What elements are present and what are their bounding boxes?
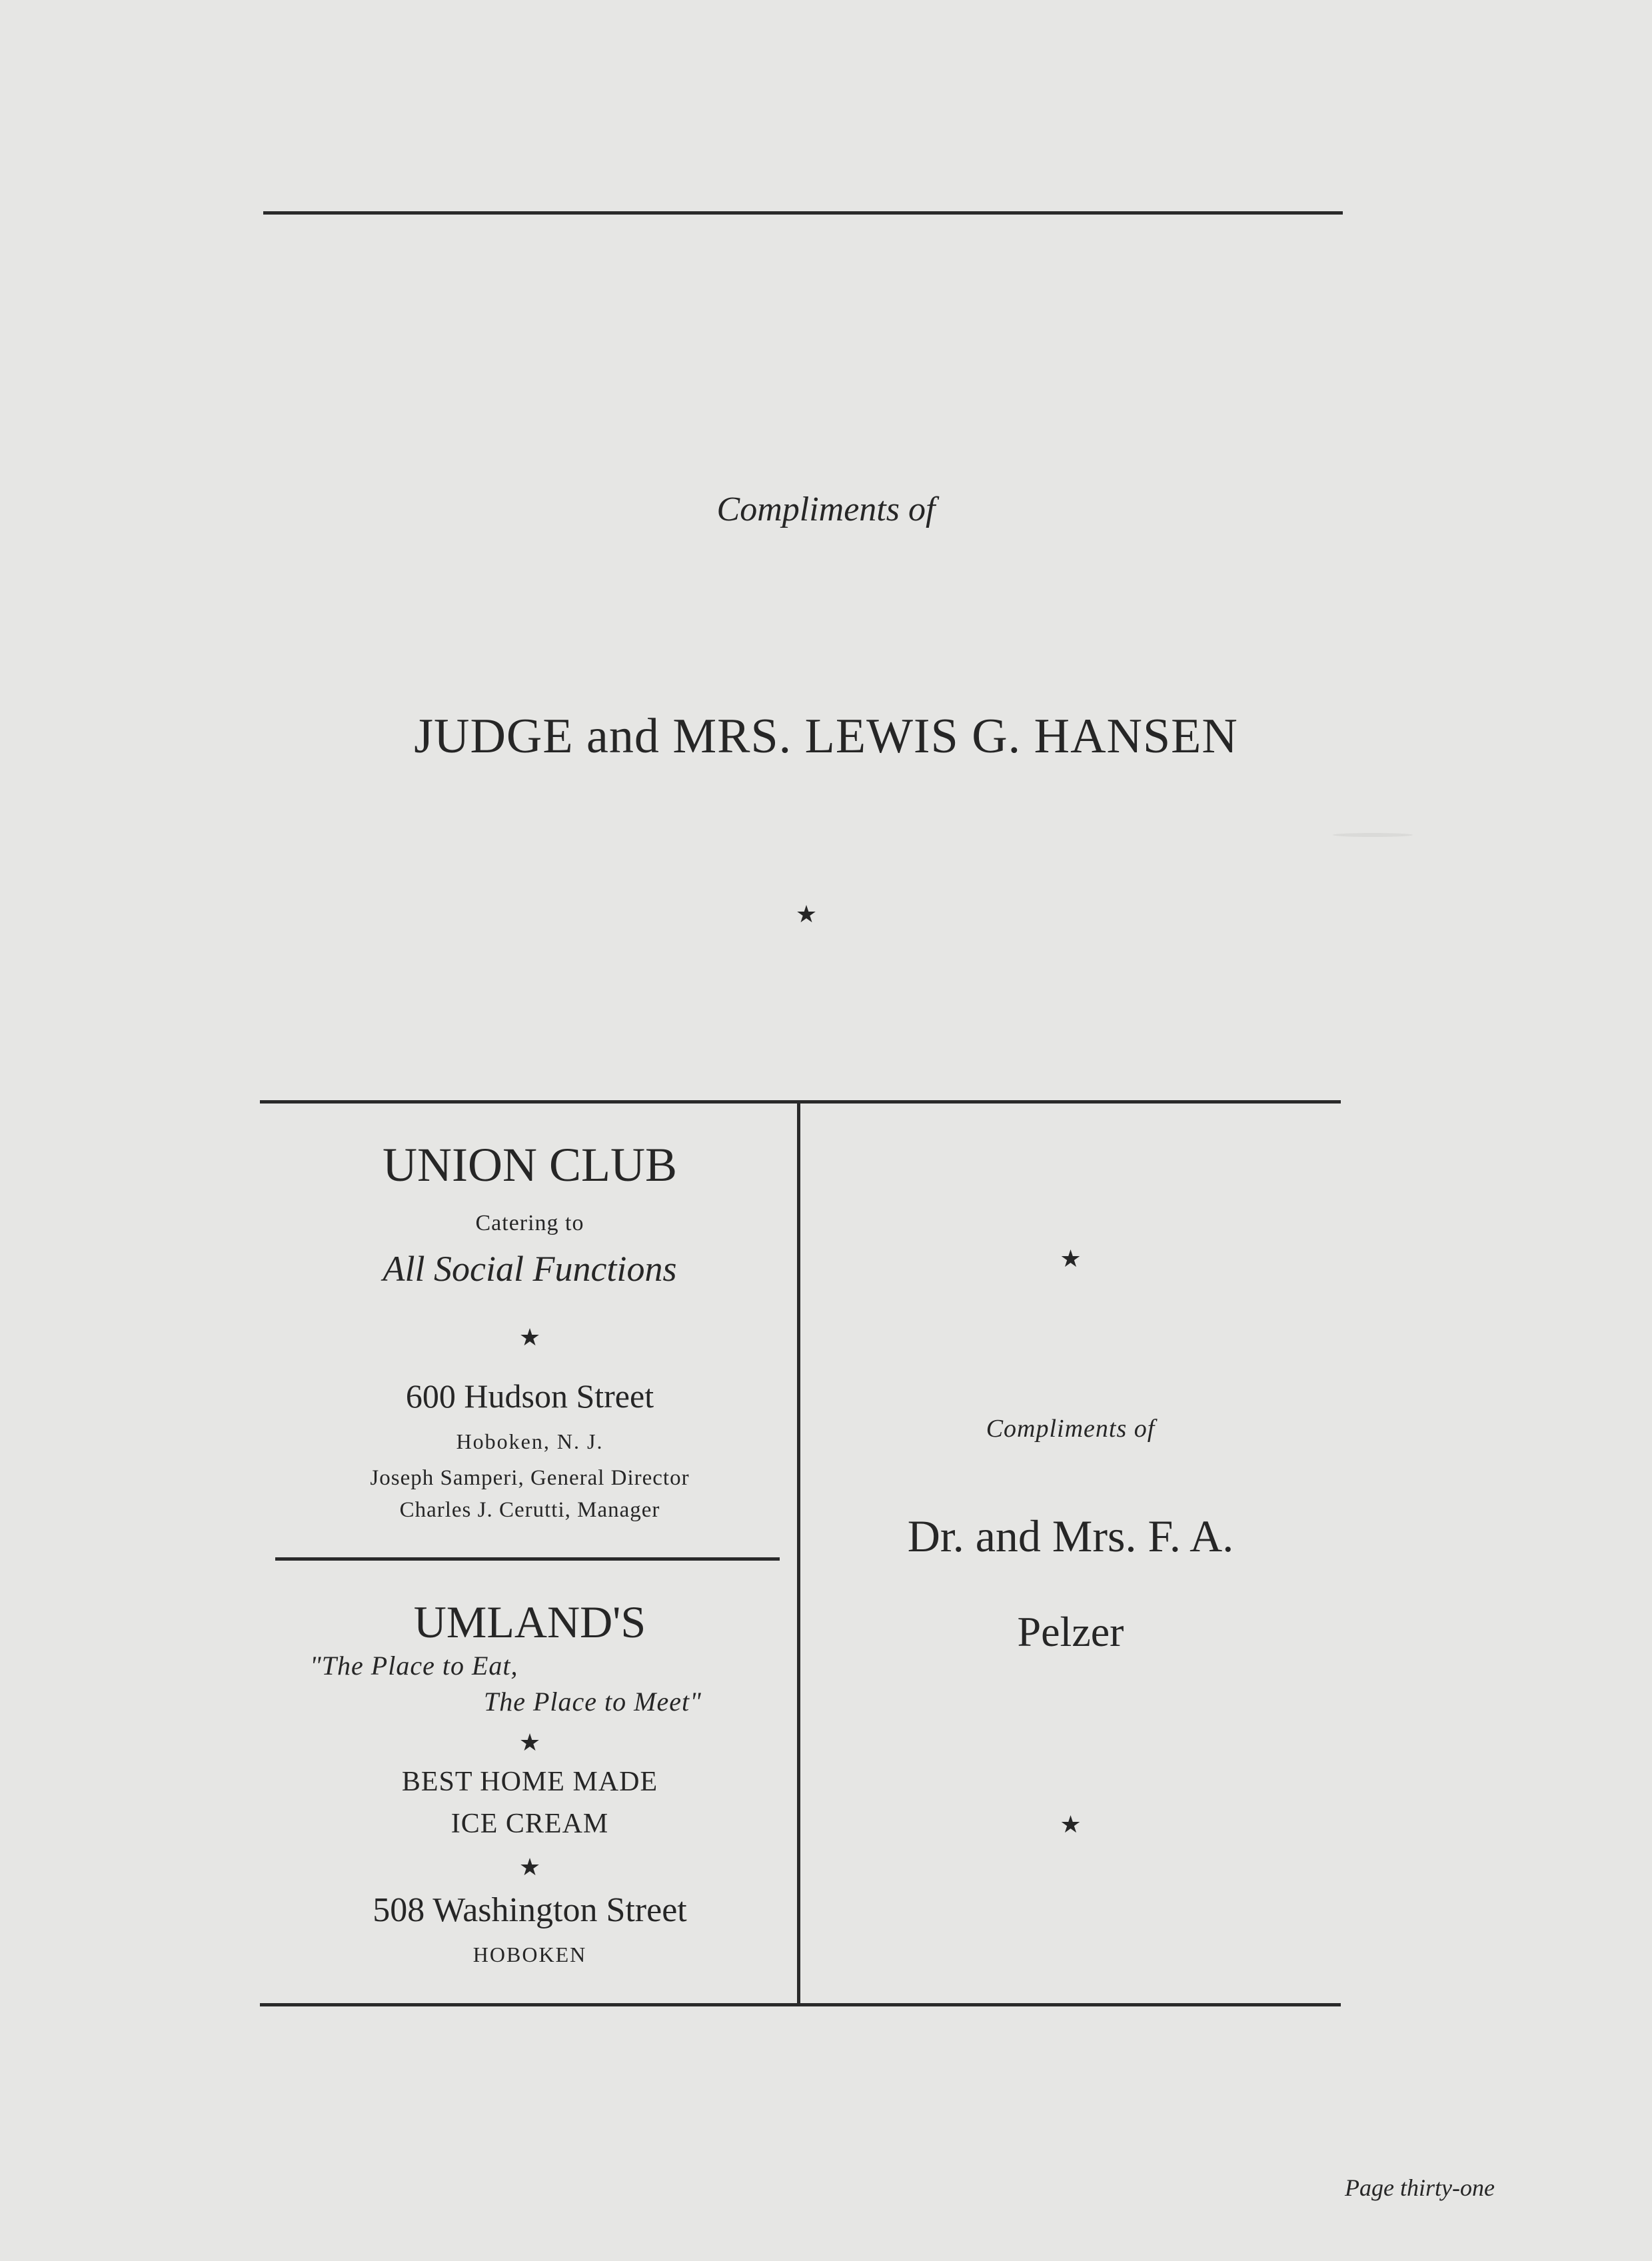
- star-icon: ★: [795, 901, 818, 928]
- star-icon: ★: [518, 1854, 541, 1881]
- bottom-rule: [260, 2003, 1341, 2006]
- union-club-city: Hoboken, N. J.: [456, 1429, 604, 1453]
- top-rule: [263, 211, 1343, 215]
- paper-mark: [1333, 833, 1413, 837]
- pelzer-surname: Pelzer: [1017, 1608, 1124, 1655]
- star-icon: ★: [1060, 1245, 1082, 1273]
- union-club-manager: Charles J. Cerutti, Manager: [399, 1498, 660, 1522]
- umlands-slogan-line1: "The Place to Eat,: [310, 1651, 518, 1681]
- star-icon: ★: [518, 1729, 541, 1757]
- star-icon: ★: [518, 1324, 541, 1351]
- pelzer-names: Dr. and Mrs. F. A.: [907, 1511, 1234, 1561]
- hansen-name: JUDGE and MRS. LEWIS G. HANSEN: [414, 709, 1238, 764]
- middle-rule: [260, 1100, 1341, 1104]
- union-club-address: 600 Hudson Street: [405, 1377, 654, 1415]
- umlands-slogan-line2: The Place to Meet": [484, 1687, 702, 1717]
- union-club-catering: Catering to: [475, 1211, 584, 1235]
- umlands-specialty-line2: ICE CREAM: [450, 1809, 609, 1839]
- union-club-functions: All Social Functions: [383, 1249, 677, 1289]
- union-club-director: Joseph Samperi, General Director: [370, 1466, 690, 1490]
- pelzer-compliments-text: Compliments of: [986, 1415, 1156, 1443]
- umlands-address: 508 Washington Street: [373, 1891, 687, 1929]
- page-number: Page thirty-one: [1345, 2174, 1495, 2201]
- star-icon: ★: [1060, 1811, 1082, 1839]
- umlands-city: HOBOKEN: [472, 1942, 587, 1966]
- left-column-divider: [275, 1557, 780, 1561]
- hansen-compliments-text: Compliments of: [716, 490, 936, 528]
- umlands-title: UMLAND'S: [413, 1597, 646, 1647]
- union-club-title: UNION CLUB: [383, 1138, 677, 1191]
- umlands-specialty-line1: BEST HOME MADE: [401, 1767, 658, 1797]
